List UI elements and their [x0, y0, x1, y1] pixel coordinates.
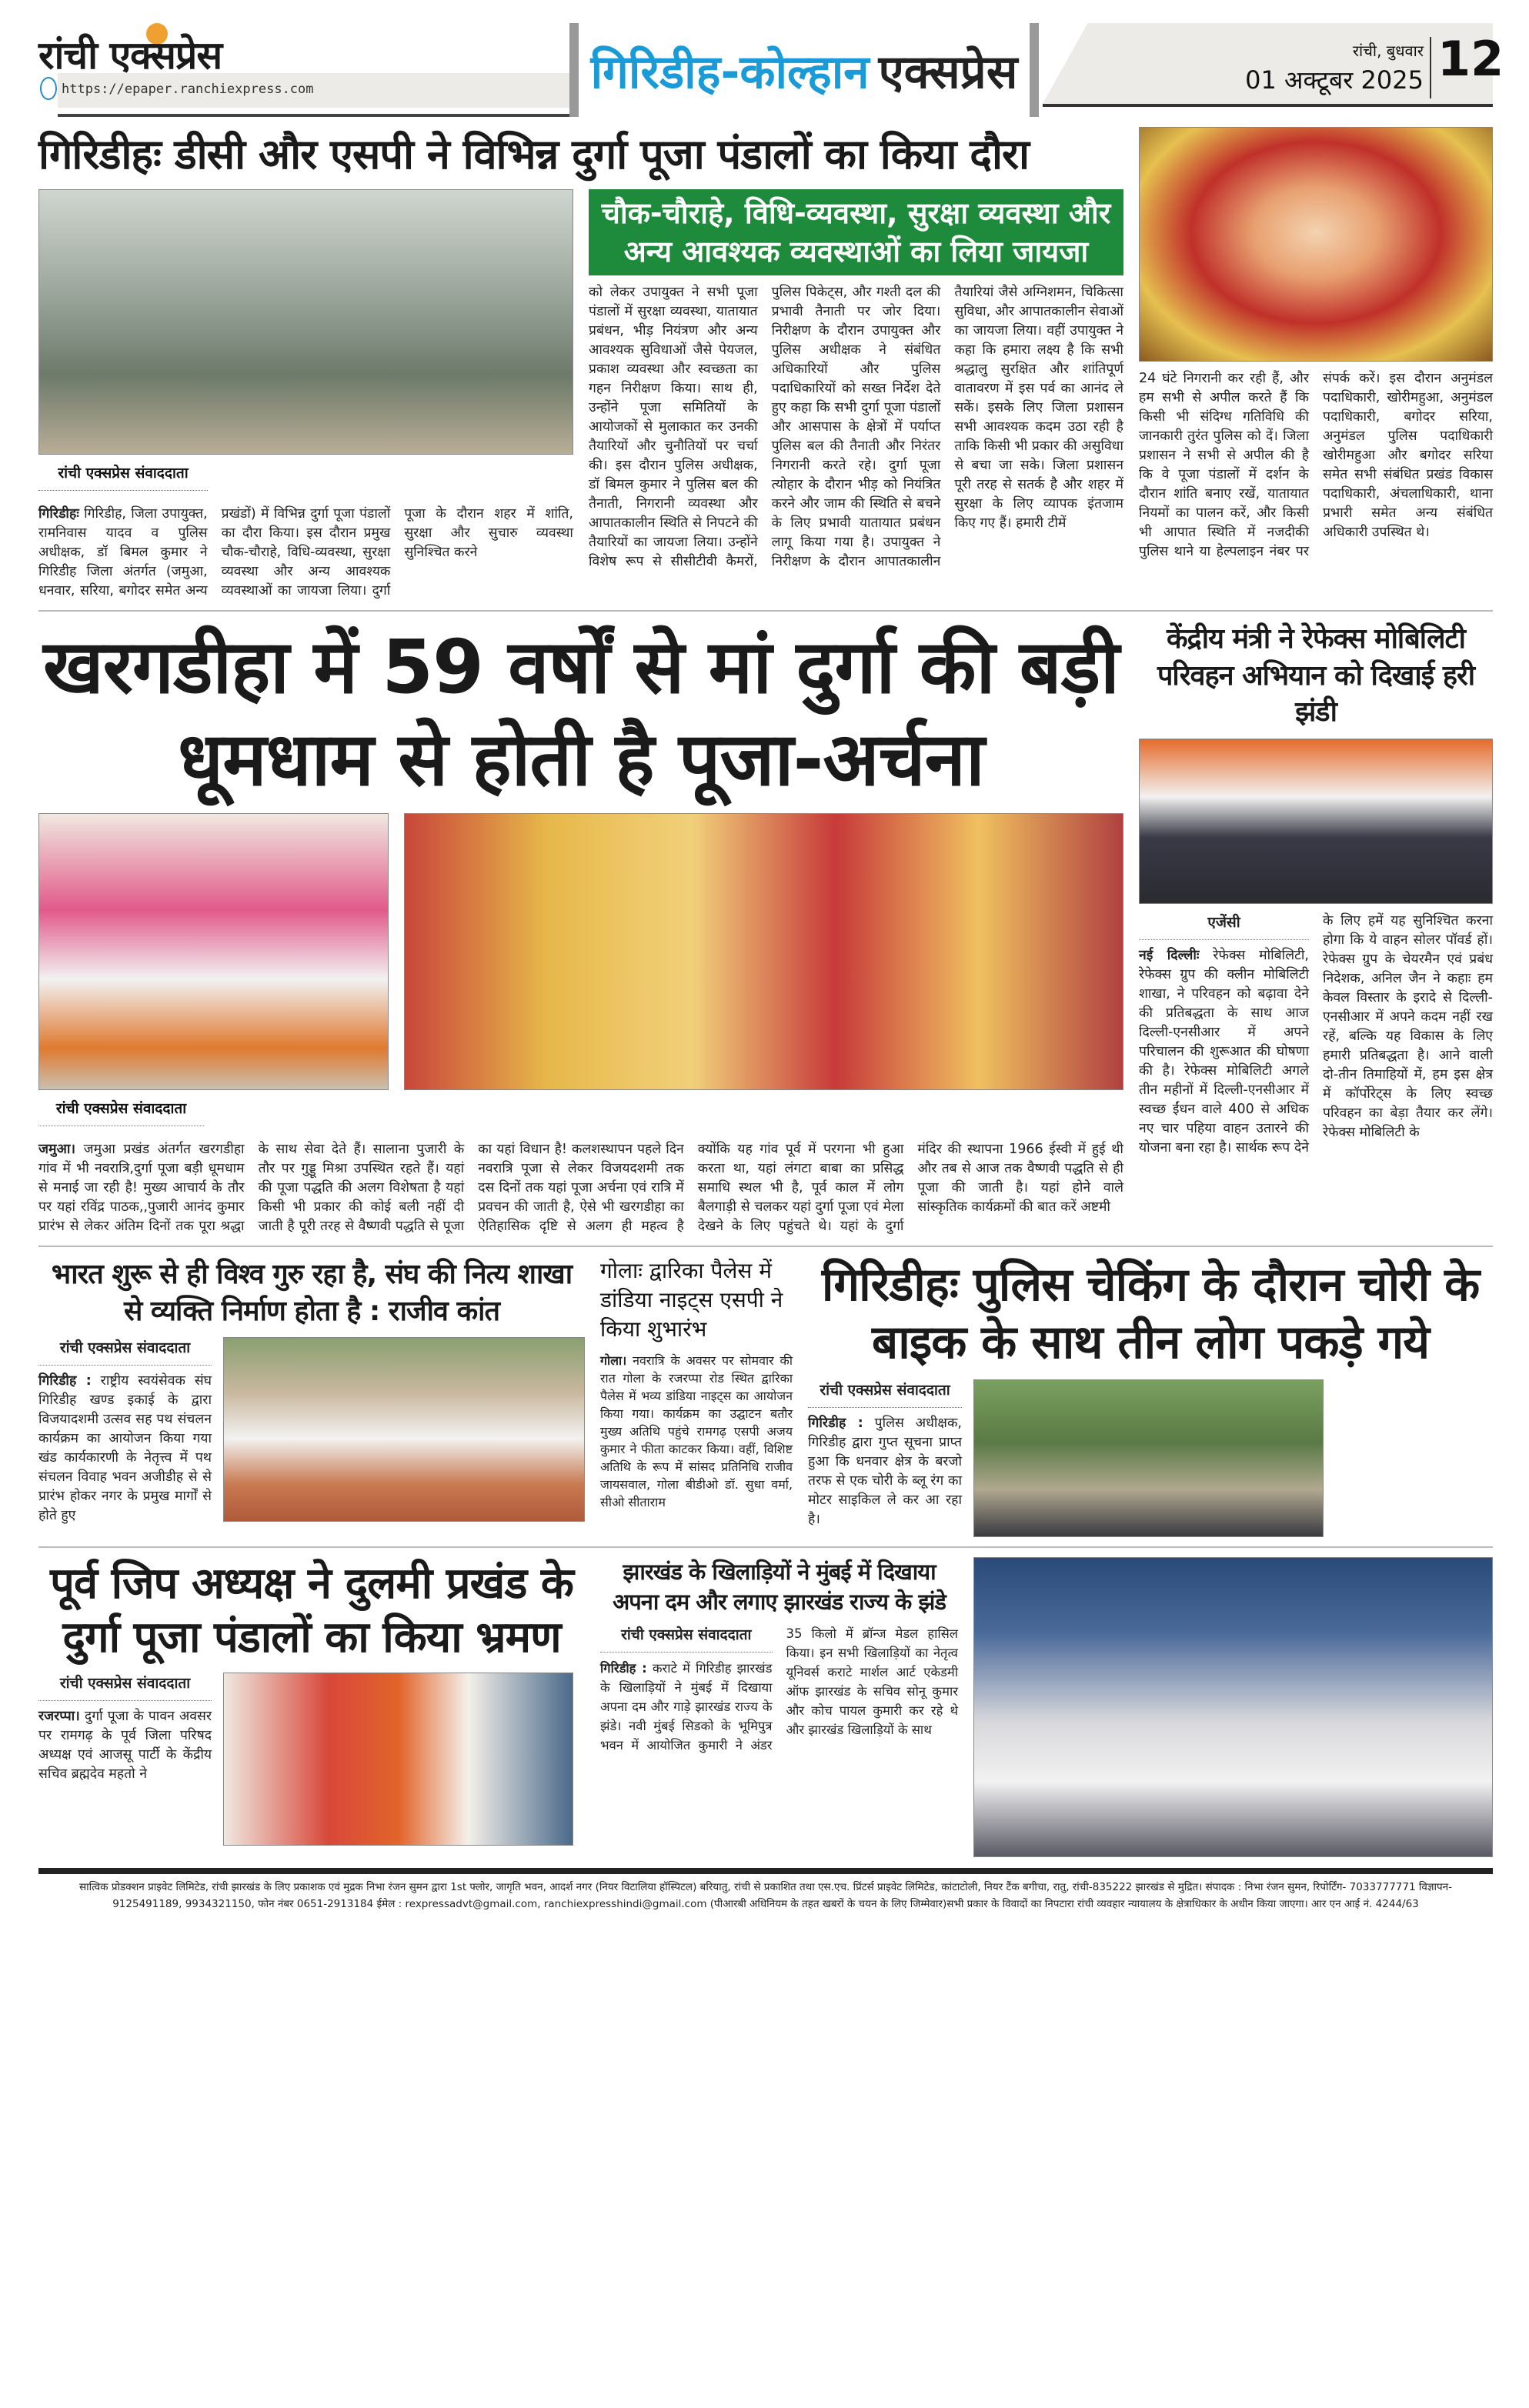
story6-byline: रांची एक्सप्रेस संवाददाता — [808, 1379, 962, 1408]
story1-sidebar — [1139, 127, 1493, 562]
row-story7-8 — [38, 1557, 1493, 1857]
story6-text: पुलिस अधीक्षक, गिरिडीह द्वारा गुप्त सूचना प्राप्त हुआ कि धनवार क्षेत्र के बरजो तरफ से एक चोरी के ब्लू रंग का मोटर साइकिल ले कर आ रहा है। — [808, 1416, 962, 1528]
page-number: 12 — [1437, 31, 1504, 87]
story2-photos — [38, 813, 1123, 1090]
story7-dateline: रजरप्पा। — [38, 1709, 80, 1725]
story4-byline: रांची एक्सप्रेस संवाददाता — [38, 1337, 212, 1366]
story7 — [38, 1557, 585, 1846]
story8-body — [600, 1624, 958, 1755]
story3 — [1139, 621, 1493, 1158]
story1-subhead: चौक-चौराहे, विधि-व्यवस्था, सुरक्षा व्यवस्था और अन्य आवश्यक व्यवस्थाओं का लिया जायजा — [589, 189, 1123, 275]
section-title-region: गिरिडीह-कोल्हान — [590, 45, 870, 99]
story6-photo-seized-bikes — [973, 1379, 1324, 1537]
story3-photo-launch — [1139, 739, 1493, 904]
durga-idol-photo — [1139, 127, 1493, 362]
story1 — [38, 127, 1123, 601]
story1-text-a: गिरिडीह, जिला उपायुक्त, रामनिवास यादव व पुलिस अधीक्षक, डॉ बिमल कुमार ने गिरिडीह जिला अंतर्गत (जमुआ, धनवार, सरिया, बगोदर समेत अन्य प्रखंडों) में विभिन्न दुर्गा पूजा पंडालों का दौरा किया। इस दौरान प्रमुख चौक-चौराहे, विधि-व्यवस्था, सुरक्षा व्यवस्था और अन्य आवश्यक व्यवस्थाओं का जायजा लिया। दुर्गा पूजा के दौरान शहर में शांति, सुरक्षा और सुचारु व्यवस्था सुनिश्चित करने — [38, 506, 573, 599]
story4-body — [38, 1337, 212, 1526]
issue-date: 01 अक्टूबर 2025 — [1245, 65, 1424, 95]
story2-photo-idols — [404, 813, 1123, 1090]
story2-photo-temple — [38, 813, 389, 1090]
story8 — [600, 1557, 958, 1755]
story4-dateline: गिरिडीह : — [38, 1373, 92, 1389]
story7-byline: रांची एक्सप्रेस संवाददाता — [38, 1673, 212, 1701]
section-divider — [38, 610, 1493, 612]
story3-text: रेफेक्स मोबिलिटी, रेफेक्स ग्रुप की क्लीन मोबिलिटी शाखा, ने परिवहन को बढ़ावा देने की प्रतिबद्धता के साथ आज दिल्ली-एनसीआर में अपने परिचालन की शुरूआत की घोषणा की है। रेफेक्स मोबिलिटी अगले तीन महीनों में दिल्ली-एनसीआर में स्वच्छ ईंधन वाले 400 से अधिक नए चार पहिया वाहन उतारने की योजना बना रहा है। सार्थक रूप देने के लिए हमें यह सुनिश्चित करना होगा कि ये वाहन सोलर पॉवर्ड हों। रेफेक्स ग्रुप के चेयरमैन एवं प्रबंध निदेशक, अनिल जैन ने कहाः हम केवल विस्तार के इरादे से दिल्ली-एनसीआर में अपने कदम नहीं रख रहें, बल्कि यह विकास के लिए हमारी प्रतिबद्धता है। आने वाली दो-तीन तिमाहियों में, हम इस क्षेत्र में कॉर्पोरेट्स के लिए स्वच्छ परिवहन का बेड़ा तैयार कर लेंगे। रेफेक्स मोबिलिटी के — [1139, 912, 1493, 1156]
story6-body — [808, 1379, 962, 1529]
story8-headline: झारखंड के खिलाड़ियों ने मुंबई में दिखाया अपना दम और लगाए झारखंड राज्य के झंडे — [613, 1559, 946, 1615]
story8-dateline: गिरिडीह : — [600, 1660, 647, 1676]
epaper-url-link[interactable]: https://epaper.ranchiexpress.com — [62, 82, 314, 97]
row-story2 — [38, 621, 1493, 1236]
story4-content — [38, 1337, 585, 1526]
story7-text: दुर्गा पूजा के पावन अवसर पर रामगढ़ के पूर्व जिला परिषद अध्यक्ष एवं आजसू पार्टी के केंद्रीय सचिव ब्रह्मदेव महतो ने — [38, 1709, 212, 1783]
story7-body — [38, 1673, 212, 1784]
newspaper-logo: रांची एक्सप्रेस — [38, 33, 222, 78]
story5 — [600, 1256, 793, 1510]
story1-photo-officials — [38, 189, 573, 455]
story6-dateline: गिरिडीह : — [808, 1416, 863, 1432]
story6-headline: गिरिडीहः पुलिस चेकिंग के दौरान चोरी के बाइक के साथ तीन लोग पकड़े गये — [821, 1258, 1480, 1370]
story8-byline: रांची एक्सप्रेस संवाददाता — [600, 1624, 773, 1653]
story3-body — [1139, 912, 1493, 1158]
story3-byline: एजेंसी — [1139, 912, 1309, 940]
story4 — [38, 1256, 585, 1526]
imprint-line-2: 9125491189, 9934321150, फोन नंबर 0651-2913184 ईमेल : rexpressadvt@gmail.com, ranchiexpresshindi@gmail.com (पीआरबी अधिनियम के तहत खबरों के चयन के लिए जिम्मेवार)सभी प्रकार के विवादों का निपटारा रांची व्यवहार न्यायालय के क्षेत्राधिकार के अधीन किया जाएगा। आर एन आई नं. 4244/63 — [112, 1898, 1419, 1911]
story8-text: कराटे में गिरिडीह झारखंड के खिलाड़ियों ने मुंबई में दिखाया अपना दम और गाड़े झारखंड राज्य के झंडे। नवी मुंबई सिडको के भूमिपुत्र भवन में आयोजित कुमारी ने अंडर 35 किलो में ब्रॉन्ज मेडल हासिल किया। इन सभी खिलाड़ियों का नेतृत्व यूनिवर्स कराटे मार्शल आर्ट एकेडमी ऑफ झारखंड के सचिव सोनू कुमार और कोच पायल कुमारी कर रहे थे और झारखंड खिलाड़ियों के साथ — [600, 1626, 958, 1753]
story1-dateline: गिरिडीहः — [38, 506, 79, 522]
story5-text: नवरात्रि के अवसर पर सोमवार की रात गोला के रजरप्पा रोड स्थित द्वारिका पैलेस में भव्य डांडिया नाइट्स का आयोजन किया गया। कार्यक्रम का उद्घाटन बतौर मुख्य अतिथि पहुंचे रामगढ़ एसपी अजय कुमार ने फीता काटकर किया। वहीं, विशिष्ट अतिथि के रूप में सांसद प्रतिनिधि राजीव जायसवाल, गोला बीडीओ डॉ. सुधा वर्मा, सीओ सीताराम — [600, 1352, 793, 1509]
story1-body-b: को लेकर उपायुक्त ने सभी पूजा पंडालों में सुरक्षा व्यवस्था, यातायात प्रबंधन, भीड़ नियंत्रण और अन्य आवश्यक सुविधाओं जैसे पेयजल, प्रकाश व्यवस्था और स्वच्छता का गहन निरीक्षण किया। साथ ही, उन्होंने पूजा समितियों के आयोजकों से मुलाकात कर उनकी तैयारियों और चुनौतियों पर चर्चा की। इस दौरान पुलिस अधीक्षक, डॉ बिमल कुमार ने पुलिस बल की तैनाती, निगरानी व्यवस्था और आपातकालीन स्थिति से निपटने की तैयारियों का जायजा लिया। उन्होंने विशेष रूप से सीसीटीवी कैमरों, पुलिस पिकेट्स, और गश्ती दल की प्रभावी तैनाती पर जोर दिया। निरीक्षण के दौरान उपायुक्त और पुलिस अधीक्षक ने संबंधित अधिकारियों और पुलिस पदाधिकारियों को सख्त निर्देश देते हुए कहा कि सभी दुर्गा पूजा पंडालों और आसपास के क्षेत्रों में पर्याप्त पुलिस बल की तैनाती और निरंतर निगरानी करते रहे। दुर्गा पूजा त्योहार के दौरान भीड़ को नियंत्रित करने और जाम की स्थिति से बचने के लिए प्रभावी यातायात प्रबंधन लागू किया गया है। उपायुक्त ने निरीक्षण के दौरान आपातकालीन तैयारियां जैसे अग्निशमन, चिकित्सा सुविधा, और आपातकालीन सेवाओं का जायजा लिया। वहीं उपायुक्त ने कहा कि हमारा लक्ष्य है कि सभी श्रद्धालु सुरक्षित और शांतिपूर्ण वातावरण में इस पर्व का आनंद ले सकें। इसके लिए जिला प्रशासन सभी आवश्यक कदम उठा रही है ताकि किसी भी प्रकार की असुविधा से बचा जा सके। जिला प्रशासन पूरी तरह से सतर्क है और शहर में सुरक्षा के लिए व्यापक इंतजाम किए गए हैं। हमारी टीमें — [589, 285, 1123, 570]
story3-dateline: नई दिल्लीः — [1139, 947, 1200, 963]
story4-text: राष्ट्रीय स्वयंसेवक संघ गिरिडीह खण्ड इकाई के द्वारा विजयादशमी उत्सव सह पथ संचलन कार्यक्रम का आयोजन किया गया खंड कार्यकारणी के नेतृत्त्व में पथ संचलन विवाह भवन अजीडीह से से प्रारंभ होकर नगर के प्रमुख मार्गों से होते हुए — [38, 1373, 212, 1524]
story1-left — [38, 189, 573, 601]
city-day: रांची, बुधवार — [1352, 42, 1424, 60]
section-divider — [38, 1546, 1493, 1548]
row-story4-6 — [38, 1256, 1493, 1537]
imprint-footer — [38, 1879, 1493, 1913]
story6 — [808, 1256, 1493, 1537]
story2-headline: खरगडीहा में 59 वर्षों से मां दुर्गा की बड़ी धूमधाम से होती है पूजा-अर्चना — [43, 624, 1119, 803]
story7-content — [38, 1673, 585, 1846]
story2-text: जमुआ प्रखंड अंतर्गत खरगडीहा गांव में भी नवरात्रि,दुर्गा पूजा बड़ी धूमधाम से मनाई जा रही है! मुख्य आचार्य के तौर पर यहां रविंद्र पाठक,,पुजारी आनंद कुमार प्रारंभ से लेकर अंतिम दिनों तक पूरा श्रद्धा के साथ सेवा देते हैं। सालाना पुजारी के तौर पर गुड्डू मिश्रा उपस्थित रहते हैं। यहां की पूजा पद्धति की अलग विशेषता है यहां किसी भी प्रकार की कोई बली नहीं दी जाती है पूरी तरह से वैष्णवी पद्धति से पूजा का यहां विधान है! कलशस्थापन पहले दिन नवरात्रि पूजा से लेकर विजयदशमी तक दस दिनों तक यहां पूजा अर्चना एवं रात्रि में प्रवचन की जाती है, ऐसे भी खरगडीहा का ऐतिहासिक दृष्टि से अलग ही महत्व है क्योंकि यह गांव पूर्व में परगना भी हुआ करता था, यहां लंगटा बाबा का प्रसिद्ध समाधि स्थल भी है, पूर्व काल में लोग बैलगाड़ी से चलकर यहां दुर्गा पूजा एवं मेला देखने के लिए पहुंचते थे। यहां के दुर्गा मंदिर की स्थापना 1966 ईस्वी में हुई थी और तब से आज तक वैष्णवी पद्धति से ही पूजा की जाती है। यहां होने वाले सांस्कृतिक कार्यक्रमों की बात करें अष्टमी — [38, 1142, 1123, 1235]
imprint-line-1: सात्विक प्रोडक्शन प्राइवेट लिमिटेड, रांची झारखंड के लिए प्रकाशक एवं मुद्रक निभा रंजन सुमन द्वारा 1st फ्लोर, जागृति भवन, आदर्श नगर (नियर विटालिया हॉस्पिटल) बरियातु, रांची से प्रकाशित तथा एस.एच. प्रिंटर्स प्राइवेट लिमिटेड, कांटाटोली, नियर टैंक बगीचा, रातु, रांची-835222 झारखंड से मुद्रित। संपादक : निभा रंजन सुमन, रिपोर्टिंग- 7033777771 विज्ञापन- — [78, 1881, 1453, 1894]
story1-body-c: 24 घंटे निगरानी कर रही हैं, और हम सभी से अपील करते हैं कि किसी भी संदिग्ध गतिविधि की जानकारी तुरंत पुलिस को दें। जिला प्रशासन ने सभी से अपील की है कि वे पूजा पंडालों में दर्शन के दौरान शांति बनाए रखें, यातायात नियमों का पालन करें, और किसी भी आपात स्थिति में नजदीकी पुलिस थाने या हेल्पलाइन नंबर पर संपर्क करें। इस दौरान अनुमंडल पदाधिकारी, खोरीमहुआ, अनुमंडल पदाधिकारी, बगोदर सरिया, अनुमंडल पुलिस पदाधिकारी खोरीमहुआ और बगोदर सरिया समेत सभी संबंधित प्रखंड विकास पदाधिकारी, अंचलाधिकारी, थाना प्रभारी समेत अन्य संबंधित अधिकारी उपस्थित थे। — [1139, 371, 1493, 559]
story2 — [38, 621, 1123, 1236]
footer-rule — [38, 1868, 1493, 1874]
story5-headline: गोलाः द्वारिका पैलेस में डांडिया नाइट्स एसपी ने किया शुभारंभ — [600, 1258, 783, 1342]
story4-photo-rss-gathering — [223, 1337, 585, 1522]
story1-right — [589, 189, 1123, 572]
story5-body — [600, 1352, 793, 1511]
story7-headline: पूर्व जिप अध्यक्ष ने दुलमी प्रखंड के दुर्गा पूजा पंडालों का किया भ्रमण — [50, 1559, 573, 1663]
section-divider — [38, 1246, 1493, 1247]
story1-body-a — [38, 505, 573, 601]
story6-content — [808, 1379, 1493, 1537]
story4-headline: भारत शुरू से ही विश्व गुरु रहा है, संघ की नित्य शाखा से व्यक्ति निर्माण होता है : राजीव कांत — [51, 1259, 573, 1327]
story7-photo-pandal-visit — [223, 1673, 573, 1846]
story8-photo-karate-winners — [973, 1557, 1493, 1857]
story3-headline: केंद्रीय मंत्री ने रेफेक्स मोबिलिटी परिवहन अभियान को दिखाई हरी झंडी — [1157, 623, 1475, 729]
story1-headline: गिरिडीहः डीसी और एसपी ने विभिन्न दुर्गा पूजा पंडालों का किया दौरा — [38, 130, 1030, 178]
story2-byline: रांची एक्सप्रेस संवाददाता — [38, 1098, 204, 1126]
story1-byline: रांची एक्सप्रेस संवाददाता — [38, 462, 208, 491]
story1-content — [38, 189, 1123, 601]
story5-dateline: गोला। — [600, 1352, 627, 1368]
row-story1 — [38, 127, 1493, 601]
section-title-express: एक्सप्रेस — [878, 45, 1018, 99]
story2-dateline: जमुआ। — [38, 1142, 75, 1158]
story2-body — [38, 1140, 1123, 1236]
